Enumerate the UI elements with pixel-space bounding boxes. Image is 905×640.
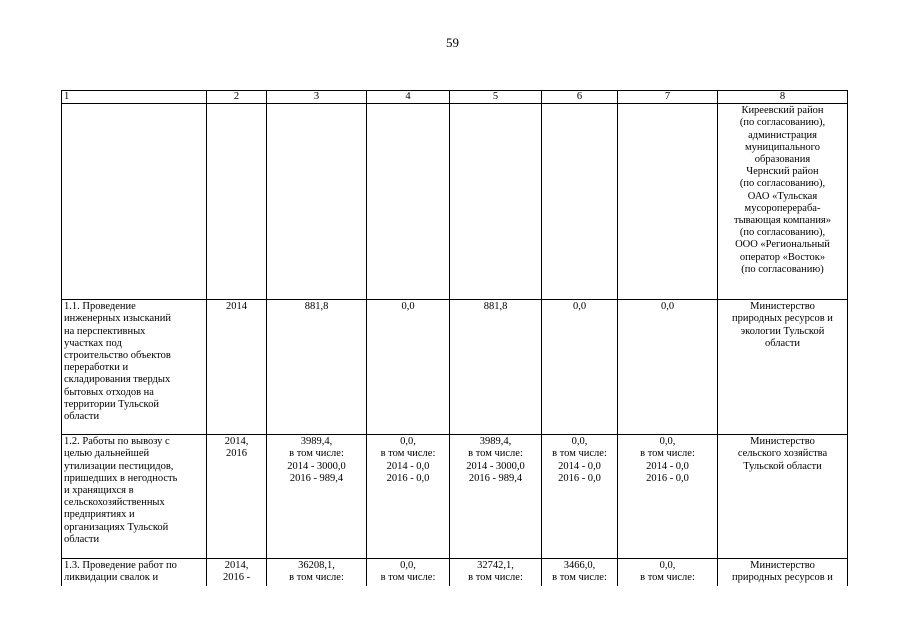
header-row (62, 91, 848, 104)
col5-cell: 32742,1, в том числе: (450, 559, 542, 586)
column-header-5: 5 (450, 91, 542, 104)
executor-cell: Киреевский район (по согласованию), администрация муниципального образования Чернский район (по согласованию), ОАО «Тульская мусороперераба- тывающая компания» (по согласованию), ООО «Региональный оператор «Восток» (по согласованию) (718, 104, 848, 300)
years-cell: 2014 (207, 300, 267, 435)
column-header-2: 2 (207, 91, 267, 104)
column-header-4: 4 (367, 91, 450, 104)
col4-cell: 0,0 (367, 300, 450, 435)
executor-cell: Министерство природных ресурсов и экологии Тульской области (718, 300, 848, 435)
total-cell: 881,8 (267, 300, 367, 435)
years-cell (207, 104, 267, 300)
col5-cell (450, 104, 542, 300)
column-header-8: 8 (718, 91, 848, 104)
table-row (62, 104, 848, 300)
measure-name-cell: 1.2. Работы по вывозу с целью дальнейшей утилизации пестицидов, пришедших в негодность и хранящихся в сельскохозяйственных предприятиях и организациях Тульской области (62, 435, 207, 559)
col5-cell: 3989,4, в том числе: 2014 - 3000,0 2016 - 989,4 (450, 435, 542, 559)
table-row (62, 300, 848, 435)
years-cell: 2014, 2016 - (207, 559, 267, 586)
col6-cell: 3466,0, в том числе: (542, 559, 618, 586)
page-number: 59 (446, 35, 459, 50)
measure-name-cell: 1.3. Проведение работ по ликвидации свалок и (62, 559, 207, 586)
col5-cell: 881,8 (450, 300, 542, 435)
col4-cell: 0,0, в том числе: 2014 - 0,0 2016 - 0,0 (367, 435, 450, 559)
column-header-7: 7 (618, 91, 718, 104)
total-cell: 36208,1, в том числе: (267, 559, 367, 586)
col7-cell: 0,0 (618, 300, 718, 435)
column-header-6: 6 (542, 91, 618, 104)
col6-cell (542, 104, 618, 300)
column-header-1: 1 (62, 91, 207, 104)
table-row (62, 559, 848, 586)
col4-cell (367, 104, 450, 300)
col7-cell (618, 104, 718, 300)
measure-name-cell (62, 104, 207, 300)
col6-cell: 0,0, в том числе: 2014 - 0,0 2016 - 0,0 (542, 435, 618, 559)
column-header-3: 3 (267, 91, 367, 104)
col7-cell: 0,0, в том числе: (618, 559, 718, 586)
executor-cell: Министерство природных ресурсов и (718, 559, 848, 586)
executor-cell: Министерство сельского хозяйства Тульской области (718, 435, 848, 559)
col7-cell: 0,0, в том числе: 2014 - 0,0 2016 - 0,0 (618, 435, 718, 559)
years-cell: 2014, 2016 (207, 435, 267, 559)
total-cell (267, 104, 367, 300)
program-table (61, 90, 848, 586)
total-cell: 3989,4, в том числе: 2014 - 3000,0 2016 - 989,4 (267, 435, 367, 559)
table-row (62, 435, 848, 559)
col6-cell: 0,0 (542, 300, 618, 435)
col4-cell: 0,0, в том числе: (367, 559, 450, 586)
measure-name-cell: 1.1. Проведение инженерных изысканий на перспективных участках под строительство объектов переработки и складирования твердых бытовых отходов на территории Тульской области (62, 300, 207, 435)
